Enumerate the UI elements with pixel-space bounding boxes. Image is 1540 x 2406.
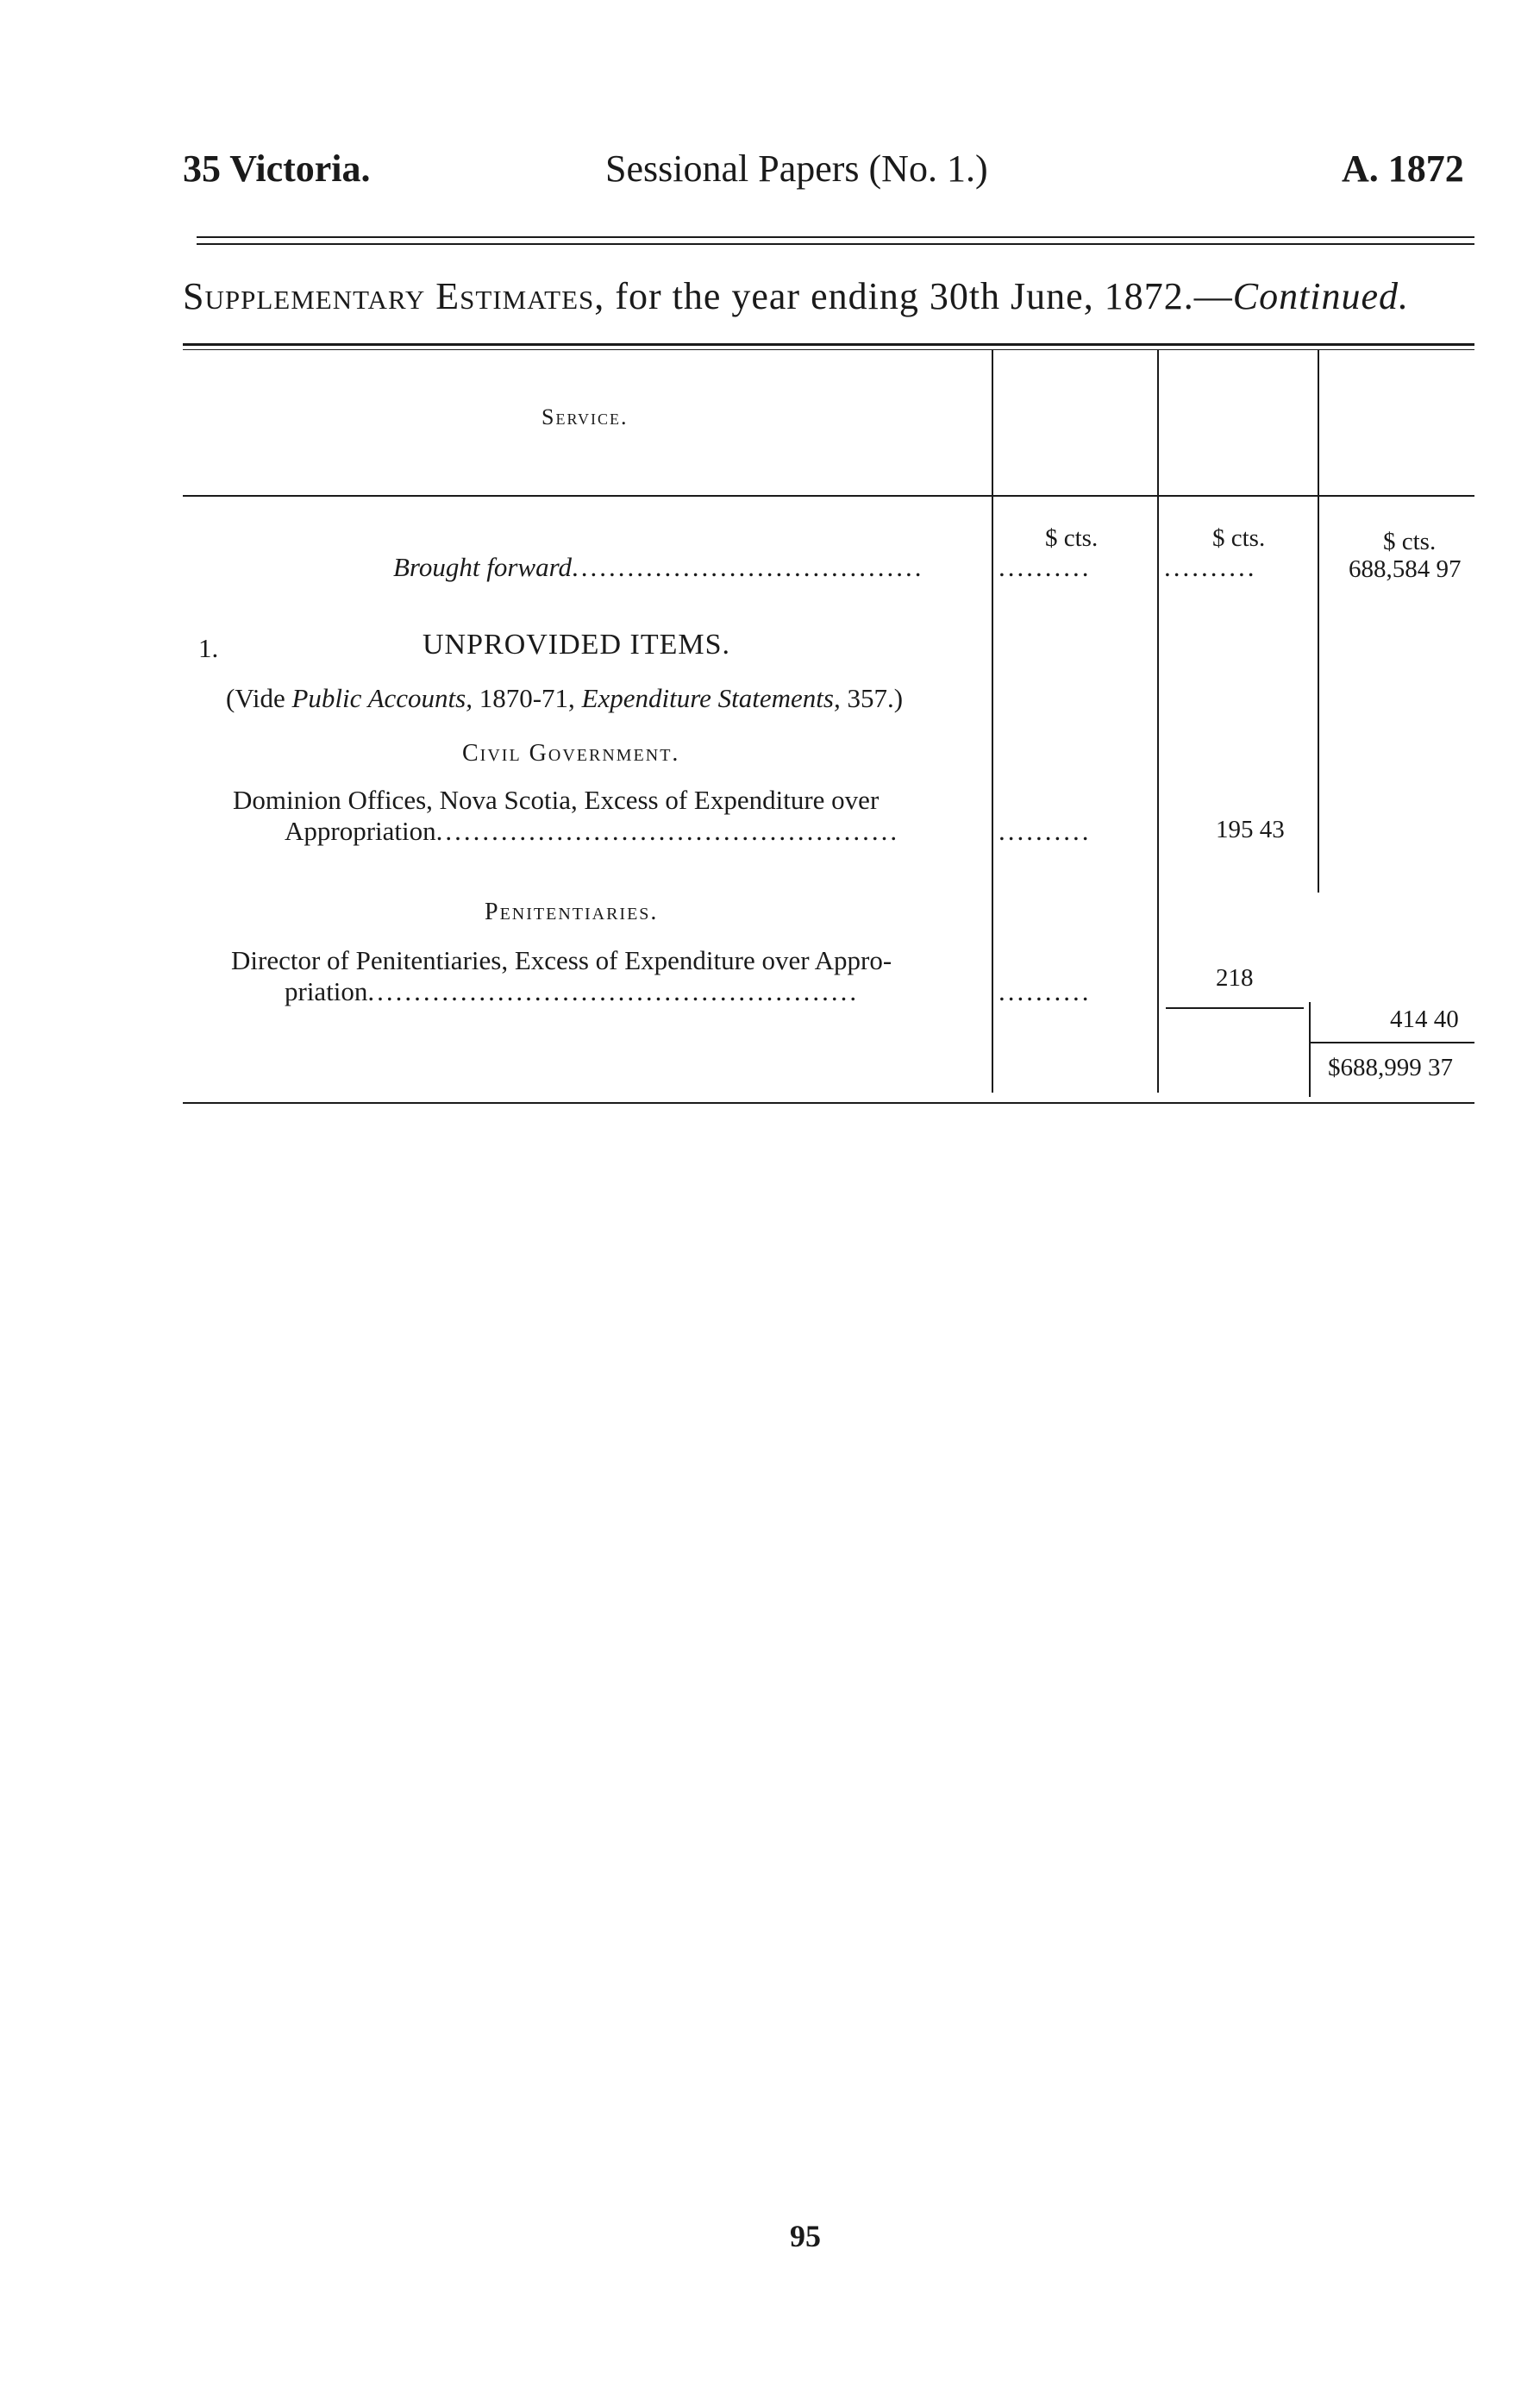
- header-right: A. 1872: [1342, 147, 1464, 190]
- vide-open: (Vide: [226, 683, 285, 713]
- brought-forward-value: 688,584 97: [1349, 555, 1462, 583]
- subtotal-value: 414 40: [1390, 1006, 1459, 1033]
- brought-forward-label: Brought forward: [393, 552, 572, 582]
- page-number: 95: [790, 2219, 821, 2253]
- col-header-3: $ cts.: [1383, 528, 1437, 555]
- table-top-rule: [183, 343, 1474, 346]
- total-value: $688,999 37: [1328, 1054, 1453, 1081]
- dominion-dots: ..................................................: [435, 816, 900, 846]
- brought-forward-dots: ......................................: [571, 552, 924, 582]
- brought-forward-dots-col2: ..........: [1164, 552, 1257, 582]
- col-divider-1: [992, 349, 993, 1093]
- table-bottom-rule: [183, 1102, 1474, 1104]
- service-header: Service.: [542, 404, 629, 429]
- brought-forward-dots-col1: ..........: [998, 552, 1092, 582]
- section-number: 1.: [198, 633, 219, 663]
- dominion-line2: Appropriation: [285, 816, 436, 846]
- page-title: [183, 274, 1409, 319]
- penitentiaries-heading: Penitentiaries.: [485, 899, 659, 925]
- table-top-rule-thin: [183, 349, 1474, 350]
- subtotal-rule: [1311, 1042, 1474, 1043]
- col-divider-2: [1157, 349, 1159, 1093]
- col-divider-3b: [1309, 1002, 1311, 1097]
- col-divider-3a: [1318, 349, 1319, 893]
- civil-government-heading: Civil Government.: [462, 740, 680, 767]
- header-left: 35 Victoria.: [183, 147, 371, 190]
- col-header-1: $ cts.: [1045, 524, 1099, 552]
- section-title: UNPROVIDED ITEMS.: [423, 629, 730, 661]
- subtotal-rule-col2: [1166, 1007, 1304, 1009]
- dominion-line1: Dominion Offices, Nova Scotia, Excess of Expenditure over: [233, 785, 880, 815]
- title-prefix: Supplementary Estimates,: [183, 275, 605, 317]
- title-continued: Continued.: [1232, 275, 1410, 317]
- header-center: Sessional Papers (No. 1.): [605, 147, 988, 190]
- vide-expenditure-statements: Expenditure Statements,: [581, 683, 841, 713]
- director-line2: priation: [285, 976, 368, 1006]
- vide-close: 357.): [847, 683, 904, 713]
- director-dots: .....................................................: [367, 976, 860, 1006]
- header-rule-bottom: [197, 243, 1474, 245]
- brought-forward-row: [393, 552, 923, 583]
- director-value: 218: [1216, 964, 1254, 992]
- header-row-rule: [183, 495, 1474, 497]
- director-line2-row: [285, 976, 859, 1007]
- director-line1: Director of Penitentiaries, Excess of Expenditure over Appro-: [231, 945, 892, 975]
- vide-years: 1870-71,: [479, 683, 575, 713]
- director-dots-col1: ..........: [998, 976, 1092, 1006]
- dominion-dots-col1: ..........: [998, 816, 1092, 846]
- dominion-value: 195 43: [1216, 816, 1285, 843]
- col-header-2: $ cts.: [1212, 524, 1266, 552]
- dominion-line2-row: [285, 816, 899, 847]
- vide-line: [226, 683, 903, 714]
- header-rule-top: [197, 236, 1474, 238]
- vide-public-accounts: Public Accounts,: [291, 683, 473, 713]
- title-middle: for the year ending 30th June, 1872.—: [615, 275, 1233, 317]
